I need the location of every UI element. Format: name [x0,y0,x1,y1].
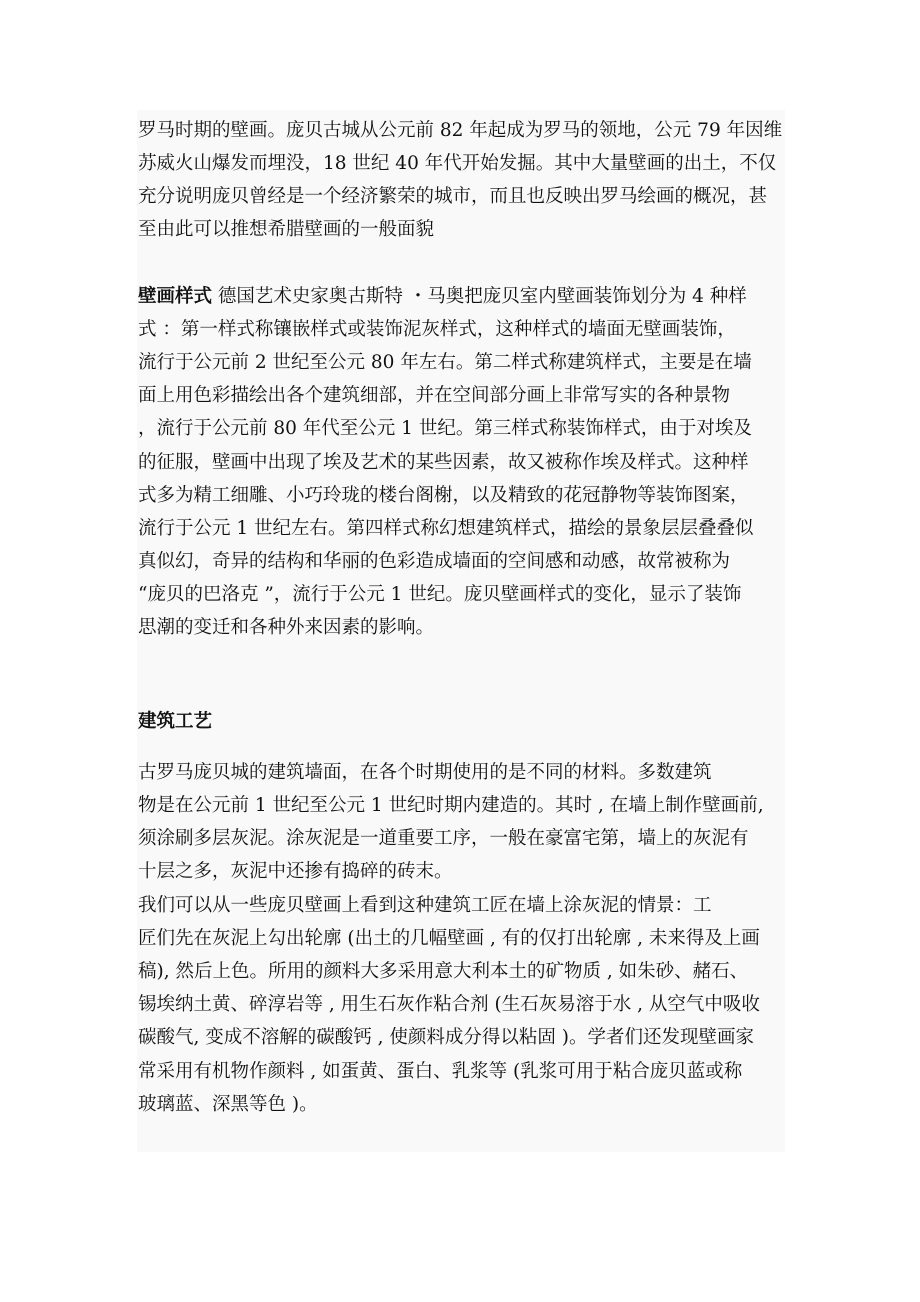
text-line [138,928,760,950]
line-text: 真似幻，奇异的结构和华丽的色彩造成墙面的空间感和动感，故常被称为 [138,550,731,572]
line-text: 玻璃蓝、深黑等色 )。 [138,1093,318,1115]
line-text: 须涂刷多层灰泥。涂灰泥是一道重要工序，一般在豪富宅第，墙上的灰泥有 [138,828,749,850]
text-line [138,584,741,606]
text-line [138,762,712,784]
text-line [138,518,754,540]
line-text: 匠们先在灰泥上勾出轮廓 (出土的几幅壁画 , 有的仅打出轮廓 , 未来得及上画 [138,928,760,950]
line-text: 流行于公元 1 世纪左右。第四样式称幻想建筑样式，描绘的景象层层叠叠似 [138,517,754,539]
line-text: 面上用色彩描绘出各个建筑细部，并在空间部分画上非常写实的各种景物 [138,385,731,407]
line-text: 罗马时期的壁画。庞贝古城从公元前 82 年起成为罗马的领地，公元 79 年因维 [138,120,783,141]
line-text: 古罗马庞贝城的建筑墙面，在各个时期使用的是不同的材料。多数建筑 [138,762,712,783]
text-line [138,617,434,639]
line-text: 物是在公元前 1 世纪至公元 1 世纪时期内建造的。其时 , 在墙上制作壁画前, [138,795,764,817]
line-text: 德国艺术史家奥古斯特 ・马奥把庞贝室内壁画装饰划分为 4 种样 [212,286,747,307]
line-text: 式 ：第一样式称镶嵌样式或装饰泥灰样式，这种样式的墙面无壁画装饰， [138,319,736,341]
line-text: 式多为精工细雕、小巧玲珑的楼台阁榭，以及精致的花冠静物等装饰图案， [138,484,749,506]
text-line [138,795,764,817]
text-line [138,485,749,507]
text-line [138,452,749,474]
text-line [138,352,752,374]
text-line [138,1094,318,1116]
text-line [138,120,782,142]
text-line [138,385,730,407]
text-line [138,286,747,308]
text-line [138,1027,754,1049]
line-text: 充分说明庞贝曾经是一个经济繁荣的城市，而且也反映出罗马绘画的概况，甚 [138,186,768,208]
line-text: ，流行于公元前 80 年代至公元 1 世纪。第三样式称装饰样式，由于对埃及 [138,418,752,440]
line-text: 碳酸气, 变成不溶解的碳酸钙 , 使颜料成分得以粘固 )。学者们还发现壁画家 [138,1027,755,1049]
section-heading: 建筑工艺 [138,711,213,732]
line-text: 我们可以从一些庞贝壁画上看到这种建筑工匠在墙上涂灰泥的情景：工 [138,895,712,916]
line-text: 流行于公元前 2 世纪至公元 80 年左右。第二样式称建筑样式，主要是在墙 [138,352,752,374]
text-line [138,418,752,440]
line-text: 的征服，壁画中出现了埃及艺术的某些因素，故又被称作埃及样式。这种样 [138,451,749,473]
line-text: 十层之多，灰泥中还掺有捣碎的砖末。 [138,861,453,883]
section-lead-title: 壁画样式 [138,286,213,307]
text-line [138,961,748,983]
text-line [138,828,749,850]
line-text: “庞贝的巴洛克 ”，流行于公元 1 世纪。庞贝壁画样式的变化，显示了装饰 [138,583,742,605]
text-line [138,186,767,208]
text-line [138,895,712,917]
text-line [138,861,453,883]
line-text: 常采用有机物作颜料 , 如蛋黄、蛋白、乳浆等 (乳浆可用于粘合庞贝蓝或称 [138,1060,743,1082]
text-line [138,153,776,175]
line-text: 苏威火山爆发而埋没，18 世纪 40 年代开始发掘。其中大量壁画的出土，不仅 [138,153,777,175]
line-text: 锡埃纳土黄、碎淳岩等 , 用生石灰作粘合剂 (生石灰易溶于水 , 从空气中吸收 [138,994,760,1016]
text-line [138,319,736,341]
text-line [138,994,760,1016]
text-line [138,219,434,241]
line-text: 思潮的变迁和各种外来因素的影响。 [138,617,435,638]
line-text: 稿), 然后上色。所用的颜料大多采用意大利本土的矿物质 , 如朱砂、赭石、 [138,961,749,983]
text-line [138,1061,742,1083]
line-text: 至由此可以推想希腊壁画的一般面貌 [138,219,435,241]
text-line [138,551,730,573]
